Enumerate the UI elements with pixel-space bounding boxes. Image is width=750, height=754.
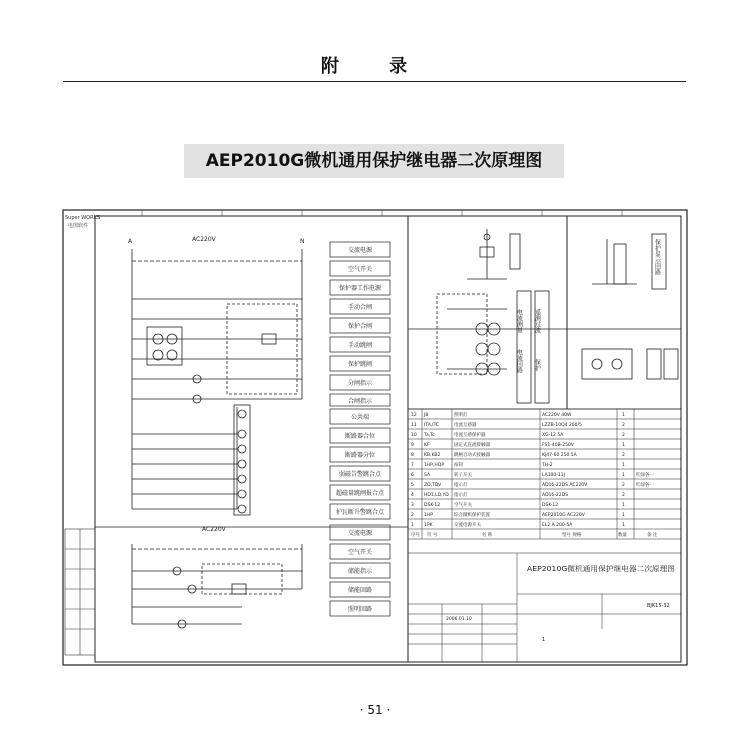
label-common: 公共端 — [350, 414, 370, 421]
title-block-drawing-no: BJK15-32 — [647, 603, 670, 609]
label-alarm-3: 护瓦断升警跳合点 — [335, 509, 385, 516]
label-protect-trip: 保护跳闸 — [347, 361, 373, 368]
table-cell: 9 — [411, 443, 414, 448]
table-cell: 按钮 — [454, 463, 463, 468]
table-cell: 2 — [622, 433, 625, 438]
table-cell: 电流互感保护器 — [454, 433, 486, 438]
corner-note-2: 电图软件 — [68, 223, 89, 229]
bottom-label-storage-indicator: 储能指示 — [347, 568, 373, 575]
table-cell: 指示灯 — [454, 483, 468, 488]
table-cell: 1 — [622, 443, 625, 448]
label-manual-trip: 手动跳闸 — [347, 342, 373, 349]
table-cell: 2 — [411, 513, 414, 518]
table-cell: 1PK — [424, 523, 433, 528]
bus-right-label: N — [300, 238, 305, 245]
table-cell: FS1-40B-250V — [542, 443, 574, 448]
table-cell: EL2 A 200-5A — [542, 523, 573, 528]
table-cell: 1 — [622, 413, 625, 418]
parts-table — [408, 409, 681, 539]
table-cell: 11 — [411, 423, 417, 428]
bottom-label-column — [330, 525, 390, 616]
corner-note-1: Super WORKS — [65, 215, 101, 221]
table-cell: 1 — [622, 463, 625, 468]
table-header-cell: 型号 规格 — [562, 533, 582, 538]
table-cell: 8 — [411, 453, 414, 458]
table-cell: 3 — [411, 503, 414, 508]
table-cell: KF — [424, 443, 430, 448]
table-cell: 1 — [411, 523, 414, 528]
table-cell: ZD,TDV — [424, 483, 442, 488]
table-cell: DSK-12 — [424, 503, 441, 508]
table-cell: TH-2 — [542, 463, 553, 468]
table-cell: DSK-12 — [542, 503, 559, 508]
table-cell: 跳闸自动式接触器 — [454, 453, 490, 458]
table-cell: 电流互感器 — [454, 423, 477, 428]
table-cell: Ta,Tc — [424, 433, 435, 438]
bottom-label-lighting: 照明回路 — [347, 606, 373, 613]
middle-label-2: 电流回路 — [515, 349, 523, 373]
label-close-indicator: 合闸指示 — [347, 398, 373, 405]
table-cell: 1 — [622, 503, 625, 508]
label-breaker-open: 断路器分位 — [344, 452, 376, 459]
table-cell: XG-12 5A — [542, 433, 564, 438]
table-cell: 交流电源开关 — [454, 523, 481, 528]
bottom-voltage-label: AC220V — [202, 526, 226, 533]
table-cell: 2 — [622, 493, 625, 498]
middle-label-1: 电流测量 — [515, 309, 523, 333]
table-cell: 1 — [622, 513, 625, 518]
table-cell: 6 — [411, 473, 414, 478]
table-cell: 10 — [411, 433, 417, 438]
table-cell: 12 — [411, 413, 417, 418]
bottom-label-ac-power: 交流电源 — [347, 530, 373, 537]
table-header-cell: 备 注 — [647, 533, 658, 538]
table-cell: 1HP — [424, 513, 433, 518]
table-cell: 红绿各一 — [636, 483, 654, 488]
appendix-heading: 附 录 — [320, 56, 430, 77]
table-cell: 红绿各一 — [636, 473, 654, 478]
header-rule — [63, 81, 686, 82]
table-cell: 5 — [411, 483, 414, 488]
table-cell: ITA,ITC — [424, 423, 440, 428]
table-cell: 4 — [411, 493, 414, 498]
top-voltage-label: AC220V — [192, 236, 216, 243]
table-cell: AD16-22DS — [542, 493, 568, 498]
label-manual-close: 手动合闸 — [347, 304, 373, 311]
schematic-drawing — [62, 209, 688, 669]
middle-label-4: 保护 — [533, 359, 541, 371]
table-cell: AC220V 40W — [542, 413, 572, 418]
table-cell: 空气开关 — [454, 503, 472, 508]
table-cell: 综合微机保护装置 — [454, 513, 490, 518]
table-cell: 固定式直流接触器 — [454, 443, 490, 448]
title-block — [408, 553, 681, 662]
table-cell: 转子开关 — [454, 473, 472, 478]
table-cell: LZZB-10Q4 200/5 — [542, 423, 582, 428]
table-cell: 2 — [622, 423, 625, 428]
table-cell: LA100-11J — [542, 473, 565, 478]
right-label: 保护显示回路 — [653, 239, 661, 275]
table-cell: JB — [424, 413, 429, 418]
bottom-label-storage-circuit: 储能回路 — [347, 587, 373, 594]
label-protector-power: 保护器工作电源 — [338, 285, 382, 292]
table-cell: HD1,LD,YD — [424, 493, 449, 498]
top-label-column — [330, 242, 390, 519]
table-cell: AD16-22DS AC220V — [542, 483, 588, 488]
table-cell: KJ47-60 250 5A — [542, 453, 577, 458]
label-protect-close: 保护合闸 — [347, 323, 373, 330]
label-ac-power: 交流电源 — [347, 247, 373, 254]
table-cell: KB,KB2 — [424, 453, 441, 458]
table-header-cell: 符 号 — [427, 533, 438, 538]
table-cell: 1HP,HQP — [424, 463, 445, 468]
table-cell: SA — [424, 473, 431, 478]
table-header-cell: 数量 — [618, 533, 627, 538]
title-block-product: AEP2010G微机通用保护继电器二次原理图 — [527, 565, 662, 573]
table-cell: 照明灯 — [454, 413, 468, 418]
table-header-cell: 序号 — [411, 533, 420, 538]
table-cell: 2 — [622, 453, 625, 458]
label-alarm-2: 超磁量跳闸报合点 — [335, 490, 385, 497]
bus-left-label: A — [128, 238, 133, 245]
table-cell: 指示灯 — [454, 493, 468, 498]
label-air-switch: 空气开关 — [347, 266, 373, 273]
table-cell: 2 — [622, 483, 625, 488]
table-cell: AEP2010G AC220V — [542, 513, 585, 518]
page-number: · 51 · — [359, 703, 391, 717]
bottom-label-air-switch: 空气开关 — [347, 549, 373, 556]
table-cell: 1 — [622, 473, 625, 478]
table-cell: 7 — [411, 463, 414, 468]
table-cell: 1 — [622, 523, 625, 528]
table-header-cell: 名 称 — [482, 533, 493, 538]
label-alarm-1: 弱磁告警跳合点 — [338, 471, 382, 478]
label-breaker-closed: 断路器合位 — [344, 433, 376, 440]
title-block-date: 2006.01.10 — [446, 617, 472, 622]
middle-label-3: 遥测过流 — [533, 309, 541, 333]
title-block-sheet: 1 — [542, 637, 546, 643]
document-title: AEP2010G微机通用保护继电器二次原理图 — [184, 144, 564, 178]
label-open-indicator: 分闸指示 — [347, 380, 373, 387]
